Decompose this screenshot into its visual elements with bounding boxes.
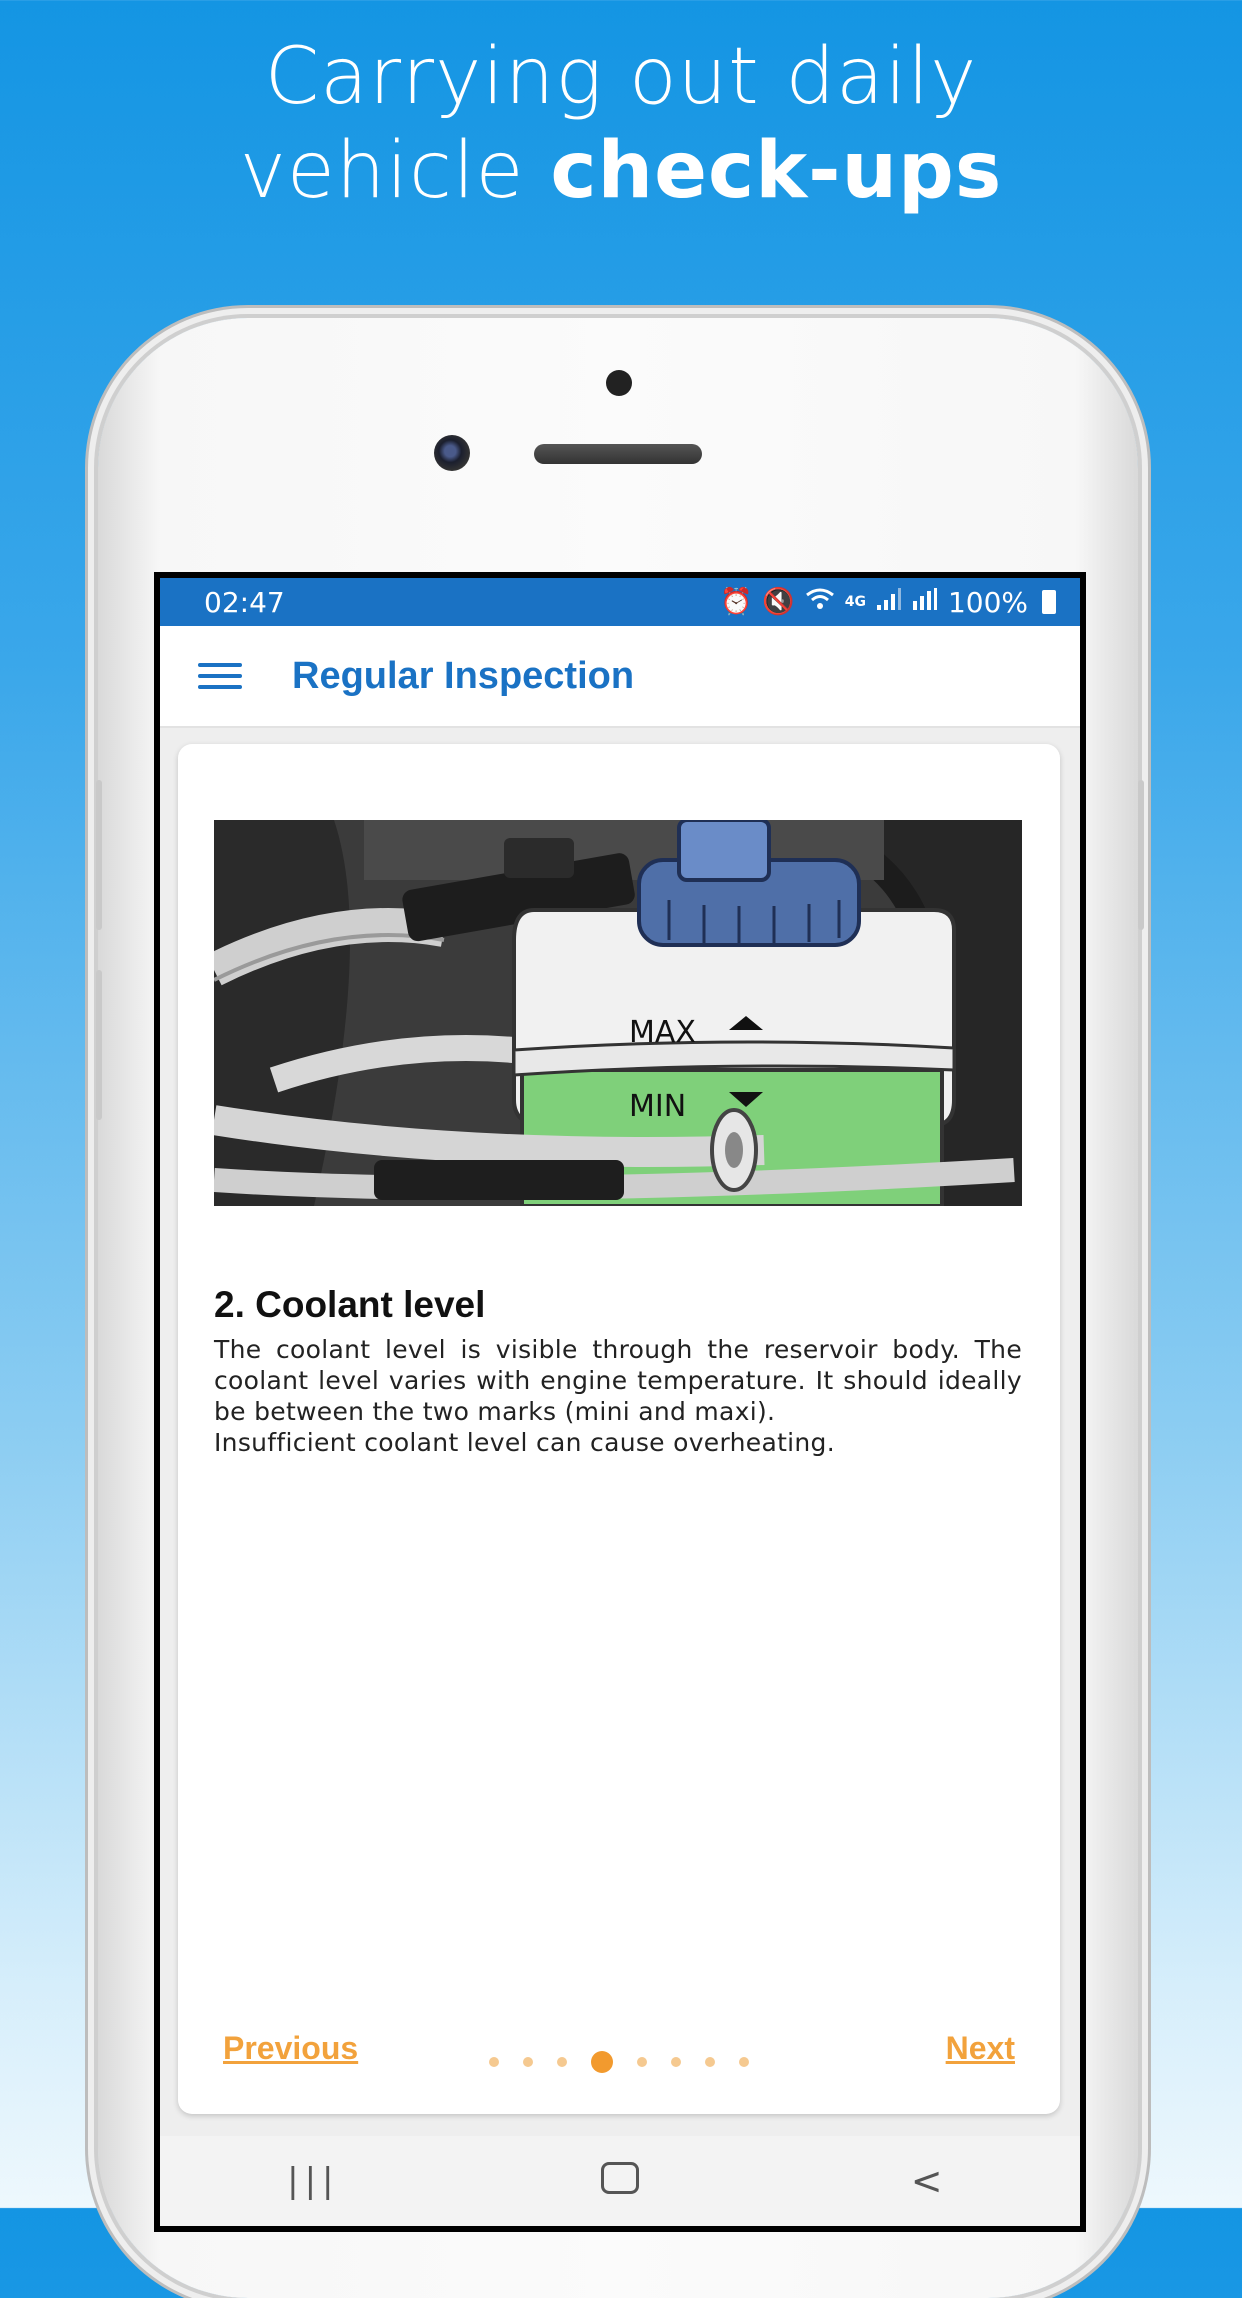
section-description: The coolant level is visible through the reservoir body. The coolant level varies with engine temperature. It should ideally be between the two marks (mini and maxi). Insufficient coolant level can cause overheating. — [214, 1335, 1022, 1457]
mute-icon: 🔇 — [762, 587, 795, 617]
promo-headline — [0, 30, 1242, 218]
page-dot[interactable] — [705, 2057, 715, 2067]
previous-button[interactable]: Previous — [223, 2030, 359, 2066]
min-mark-label: MIN — [629, 1089, 687, 1124]
phone-screen — [154, 572, 1086, 2232]
proximity-sensor — [606, 370, 632, 396]
page-dot[interactable] — [523, 2057, 533, 2067]
screen-content — [160, 578, 1080, 2226]
signal-icon — [876, 587, 902, 617]
app-bar — [160, 626, 1080, 728]
front-camera — [434, 435, 470, 471]
section-title: 2. Coolant level — [214, 1284, 486, 1325]
status-icons — [720, 586, 1056, 619]
battery-icon — [1042, 590, 1056, 614]
inspection-card — [178, 744, 1060, 2114]
4g-icon: 4G — [844, 594, 866, 610]
headline-bold-text: check-ups — [550, 126, 1003, 216]
status-bar — [160, 578, 1080, 626]
page-dot[interactable] — [557, 2057, 567, 2067]
roaming-signal-icon — [912, 587, 938, 617]
next-button[interactable]: Next — [945, 2030, 1015, 2066]
page-dot[interactable] — [637, 2057, 647, 2067]
page-dot[interactable] — [671, 2057, 681, 2067]
phone-side-button — [1138, 780, 1144, 930]
status-time: 02:47 — [204, 585, 285, 619]
recent-apps-icon[interactable]: ||| — [287, 2161, 340, 2201]
page-dot-active[interactable] — [591, 2051, 613, 2073]
phone-side-button — [96, 780, 102, 930]
hamburger-menu-icon[interactable] — [198, 656, 242, 696]
battery-percentage: 100% — [947, 585, 1028, 619]
coolant-reservoir-illustration — [214, 820, 1022, 1206]
phone-side-button — [96, 970, 102, 1120]
headline-line-1: Carrying out daily — [264, 32, 978, 122]
headline-line-2 — [0, 124, 1242, 218]
page-dot[interactable] — [739, 2057, 749, 2067]
page-indicator — [178, 2051, 1060, 2073]
page-title: Regular Inspection — [292, 654, 635, 697]
earpiece-speaker — [534, 444, 702, 464]
back-icon[interactable]: < — [910, 2159, 943, 2203]
max-mark-label: MAX — [629, 1015, 696, 1050]
android-navigation-bar — [160, 2136, 1080, 2226]
page-dot[interactable] — [489, 2057, 499, 2067]
home-button-icon[interactable] — [560, 2159, 680, 2203]
alarm-icon: ⏰ — [719, 587, 753, 617]
headline-light-text: vehicle — [239, 126, 551, 216]
wifi-icon — [805, 587, 835, 618]
